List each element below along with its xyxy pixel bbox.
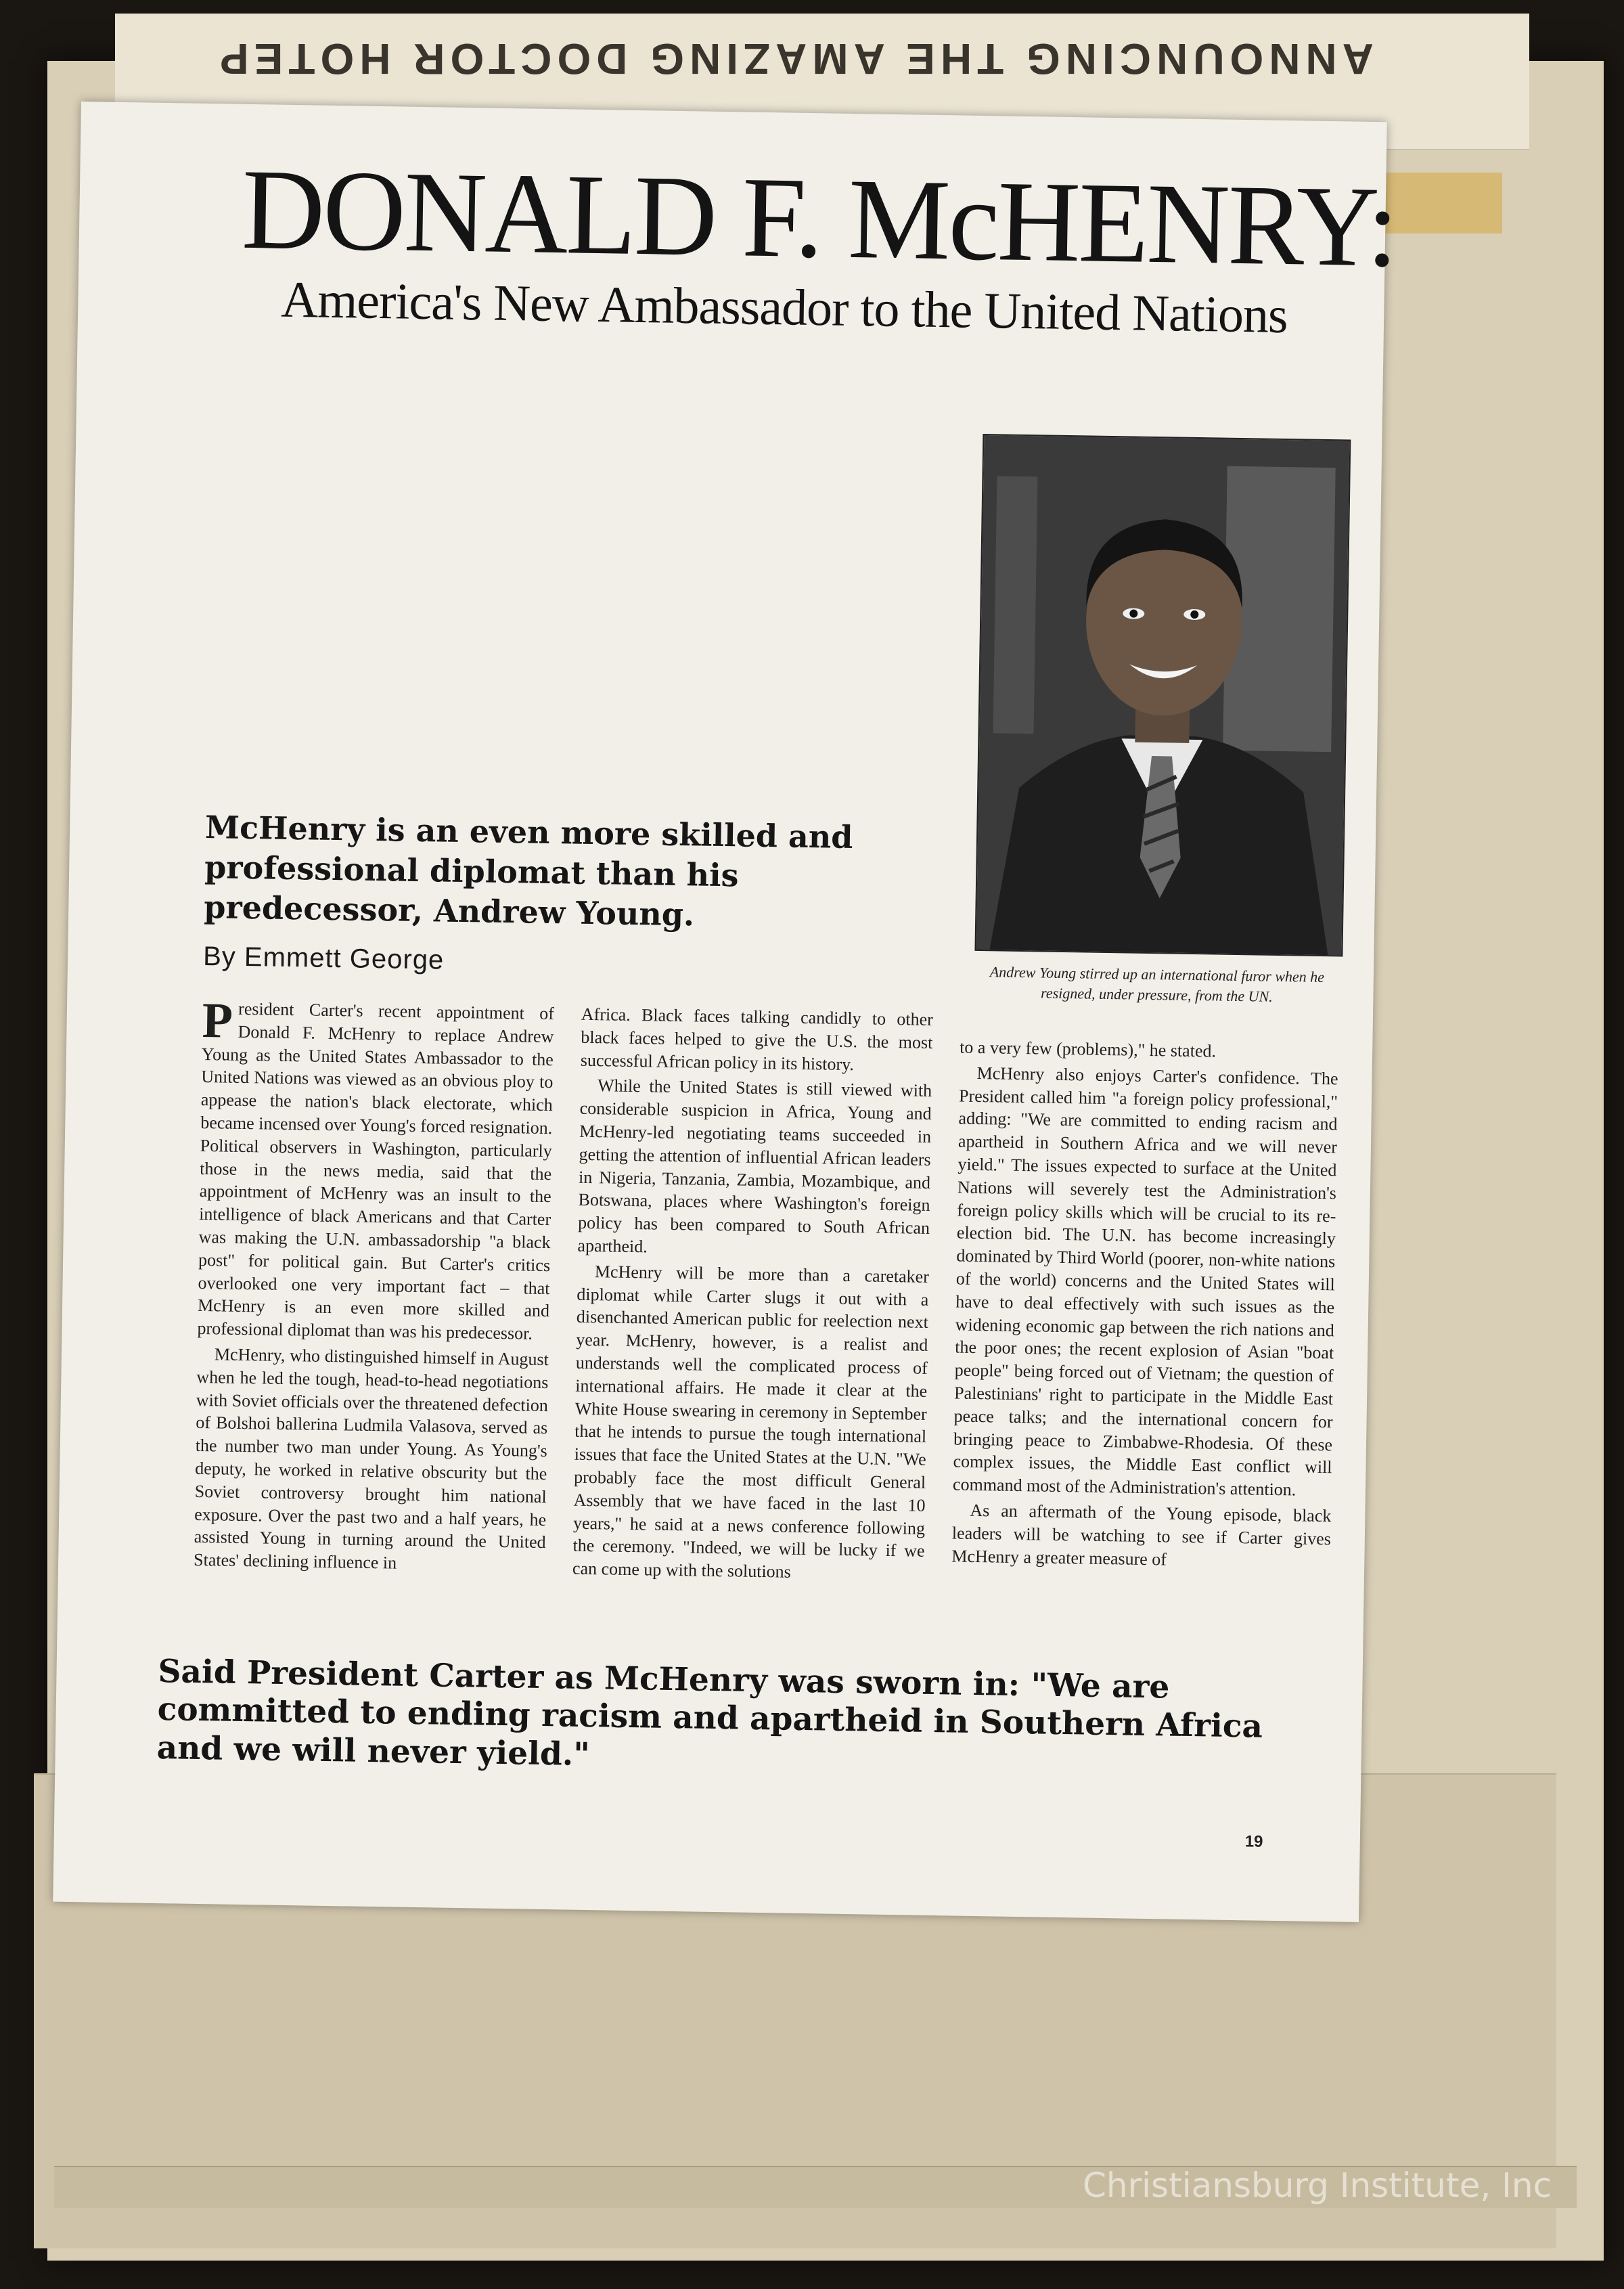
paragraph: As an aftermath of the Young episode, black leaders will be watching to see if Carter gives McHenry a greater measure of	[951, 1500, 1332, 1569]
article-deck: McHenry is an even more skilled and professional diplomat than his predecessor, Andrew Young.	[203, 809, 853, 933]
article-column-1	[193, 992, 555, 1580]
paragraph: McHenry will be more than a caretaker diplomat while Carter slugs it out with a disenchanted American public for reelection next year. McHenry, however, is a realist and understands well the complicated process of international affairs. He made it clear at the White House swearing in ceremony in September that he intends to pursue the tough international issues that face the United States at the U.N. "We probably face the most difficult General Assembly that we have faced in the last 10 years," he said at a news conference following the ceremony. "Indeed, we will be lucky if we can come up with the solutions	[572, 1261, 930, 1582]
paragraph: McHenry, who distinguished himself in August when he led the tough, head-to-head negotiations with Soviet officials over the threatened defection of Bolshoi ballerina Ludmila Valasova, served as the number two man under Young. As Young's deputy, he worked in relative obscurity but the Soviet controversy brought him national exposure. Over the past two and a half years, he assisted Young in turning around the United States' declining influence in	[193, 1344, 549, 1573]
portrait-photo	[974, 434, 1351, 956]
magazine-page	[53, 102, 1398, 1922]
page-number: 19	[1244, 1832, 1263, 1851]
article-byline: By Emmett George	[202, 941, 445, 975]
pull-quote: Said President Carter as McHenry was sworn in: "We are committed to ending racism and apartheid in Southern Africa and we will never yield."	[156, 1653, 1263, 1773]
mirrored-headline-text: ANNOUNCING THE AMAZING DOCTOR HOTEP	[215, 35, 1374, 83]
paragraph: While the United States is still viewed with considerable suspicion in Africa, Young and McHenry-led negotiating teams succeeded in getting the attention of influential African leaders in Nigeria, Tanzania, Zambia, Mozambique, and Botswana, places where Washington's foreign policy has been compared to South African apartheid.	[577, 1075, 932, 1257]
drop-cap: P	[202, 992, 233, 1049]
paragraph: Africa. Black faces talking candidly to other black faces helped to give the U.S. the most successful African policy in its history.	[580, 1004, 934, 1074]
paragraph: to a very few (problems)," he stated.	[959, 1037, 1217, 1061]
article-column-3	[951, 1036, 1338, 1576]
article-headline: DONALD F. McHENRY:	[241, 145, 1398, 291]
watermark: Christiansburg Institute, Inc	[1083, 2166, 1552, 2205]
portrait-illustration	[976, 435, 1349, 955]
article-column-2	[572, 1003, 933, 1588]
paragraph: President Carter's recent appointment of Donald F. McHenry to replace Andrew Young as the United States Ambassador to the United Nations was viewed as an obvious ploy to appease the nation's black electorate, which became incensed over Young's forced resignation. Political observers in Washington, particularly those in the news media, said that the appointment of McHenry was an insult to the intelligence of black Americans and that Carter was making the U.N. ambassadorship "a black post" for political gain. But Carter's critics overlooked one very important fact – that McHenry is an even more skilled and professional diplomat than was his predecessor.	[197, 992, 555, 1343]
article-subtitle: America's New Ambassador to the United Nations	[280, 271, 1288, 345]
photo-caption: Andrew Young stirred up an international furor when he resigned, under pressure, from the UN.	[989, 963, 1325, 1005]
paragraph: McHenry also enjoys Carter's confidence. The President called him "a foreign policy professional," adding: "We are committed to ending racism and apartheid in Southern Africa and we will never yield." The issues expected to surface at the United Nations will severely test the Administration's foreign policy skills which will be crucial to its re-election bid. The U.N. has become increasingly dominated by Third World (poorer, non-white nations of the world) concerns and the United States will have to deal effectively with such issues as the widening economic gap between the rich nations and the poor ones; the recent explosion of Asian "boat people" being forced out of Vietnam; the question of Palestinians' right to participate in the Middle East peace talks; and the international concern for bringing peace to Zimbabwe-Rhodesia. Of these complex issues, the Middle East conflict will command most of the Administration's attention.	[952, 1063, 1338, 1500]
